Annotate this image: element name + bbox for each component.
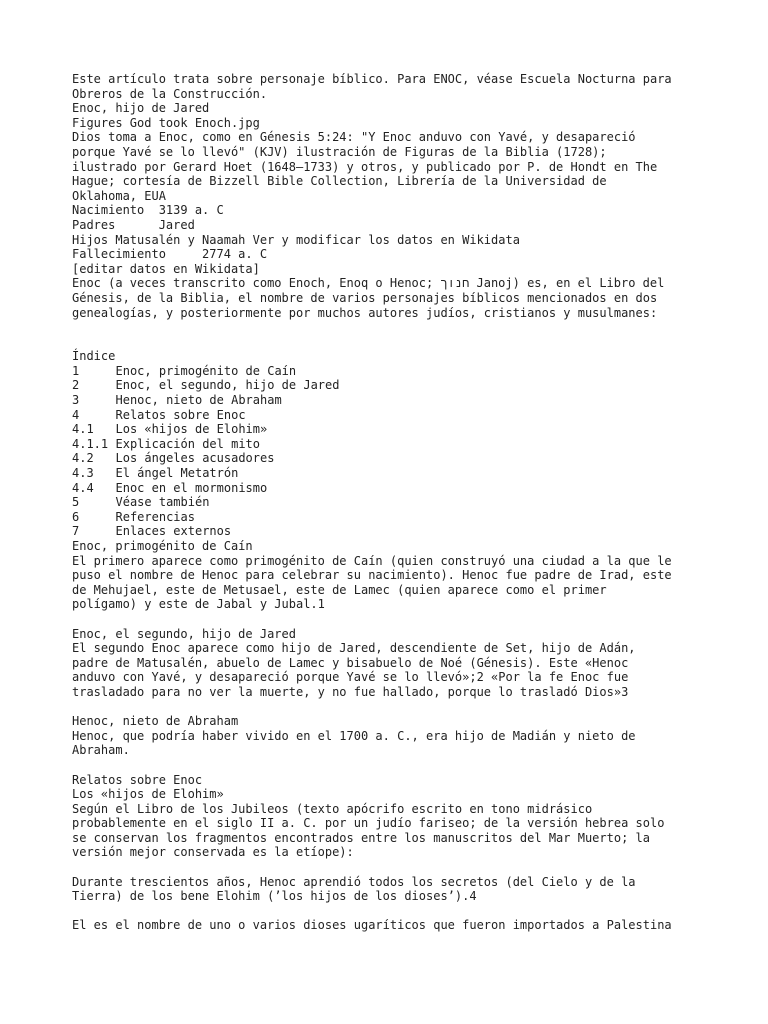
infobox-children: Hijos Matusalén y Naamah Ver y modificar los datos en Wikidata: [72, 232, 520, 247]
image-caption-line: porque Yavé se lo llevó" (KJV) ilustración de Figuras de la Biblia (1728);: [72, 144, 607, 159]
intro-block: [72, 72, 712, 320]
table-of-contents: [72, 349, 712, 539]
infobox-death: Fallecimiento 2774 a. C: [72, 247, 268, 262]
toc-item-label: Enoc en el mormonismo: [115, 480, 268, 495]
image-caption-line: Dios toma a Enoc, como en Génesis 5:24: "Y Enoc anduvo con Yavé, y desapareció: [72, 130, 636, 145]
toc-item: [72, 422, 712, 437]
paragraph-line: anduvo con Yavé, y desapareció porque Yavé se lo llevó»;2 «Por la fe Enoc fue: [72, 670, 629, 685]
disambiguation-note: Este artículo trata sobre personaje bíblico. Para ENOC, véase Escuela Nocturna para: [72, 72, 672, 86]
paragraph-line: polígamo) y este de Jabal y Jubal.1: [72, 597, 325, 612]
image-caption-line: Oklahoma, EUA: [72, 188, 166, 203]
toc-item-number: 4.2: [72, 451, 94, 466]
toc-item-number: 4.4: [72, 480, 94, 495]
toc-item: [72, 364, 712, 379]
paragraph-line: puso el nombre de Henoc para celebrar su nacimiento). Henoc fue padre de Irad, este: [72, 568, 672, 583]
paragraph-line: Henoc, que podría haber vivido en el 1700 a. C., era hijo de Madián y nieto de: [72, 728, 636, 743]
lead-paragraph-line: genealogías, y posteriormente por muchos autores judíos, cristianos y musulmanes:: [72, 305, 658, 320]
toc-item: [72, 524, 712, 539]
paragraph-line: versión mejor conservada es la etíope):: [72, 845, 354, 860]
section-henoc-abraham: [72, 714, 712, 758]
section-heading: Enoc, el segundo, hijo de Jared: [72, 626, 296, 641]
lead-paragraph-line: Enoc (a veces transcrito como Enoch, Enoq o Henoc; חנוך Janoj) es, en el Libro del: [72, 276, 665, 291]
subsection-heading: Los «hijos de Elohim»: [72, 787, 224, 802]
infobox-birth: Nacimiento 3139 a. C: [72, 203, 224, 218]
paragraph-line: El segundo Enoc aparece como hijo de Jared, descendiente de Set, hijo de Adán,: [72, 641, 636, 656]
document-page: [72, 72, 712, 933]
toc-item-label: Enlaces externos: [115, 524, 232, 539]
infobox-title: Enoc, hijo de Jared: [72, 101, 210, 116]
toc-item-number: 2: [72, 378, 80, 393]
toc-item-label: Los ángeles acusadores: [115, 451, 275, 466]
toc-item: [72, 378, 712, 393]
paragraph-line: de Mehujael, este de Metusael, este de Lamec (quien aparece como el primer: [72, 582, 607, 597]
disambiguation-note-cont: Obreros de la Construcción.: [72, 86, 268, 101]
toc-item: [72, 437, 712, 452]
quote-line: Durante trescientos años, Henoc aprendió todos los secretos (del Cielo y de la: [72, 874, 636, 889]
paragraph-line: Según el Libro de los Jubileos (texto apócrifo escrito en tono midrásico: [72, 801, 593, 816]
section-heading: Enoc, primogénito de Caín: [72, 539, 253, 553]
paragraph-line: El primero aparece como primogénito de Caín (quien construyó una ciudad a la que le: [72, 553, 672, 568]
section-heading: Relatos sobre Enoc: [72, 772, 203, 787]
toc-item: [72, 451, 712, 466]
toc-item: [72, 510, 712, 525]
toc-item: [72, 495, 712, 510]
toc-item-number: 4.1: [72, 422, 94, 437]
paragraph-line: Abraham.: [72, 743, 130, 758]
infobox-image-filename: Figures God took Enoch.jpg: [72, 115, 260, 130]
toc-item: [72, 408, 712, 423]
paragraph-line: trasladado para no ver la muerte, y no fue hallado, porque lo trasladó Dios»3: [72, 684, 629, 699]
section-enoc-jared: [72, 627, 712, 700]
paragraph-line: se conservan los fragmentos encontrados entre los manuscritos del Mar Muerto; la: [72, 830, 650, 845]
toc-item-number: 6: [72, 509, 80, 524]
toc-item-number: 4.3: [72, 466, 94, 481]
image-caption-line: Hague; cortesía de Bizzell Bible Collection, Librería de la Universidad de: [72, 174, 607, 189]
section-relatos: [72, 773, 712, 861]
toc-item-number: 3: [72, 393, 80, 408]
toc-item-label: El ángel Metatrón: [115, 466, 239, 481]
toc-item-number: 7: [72, 524, 80, 539]
paragraph-line: padre de Matusalén, abuelo de Lamec y bisabuelo de Noé (Génesis). Este «Henoc: [72, 655, 629, 670]
section-enoc-cain: [72, 539, 712, 612]
toc-title: Índice: [72, 349, 116, 364]
image-caption-line: ilustrado por Gerard Hoet (1648–1733) y otros, y publicado por P. de Hondt en The: [72, 159, 658, 174]
toc-item-label: Los «hijos de Elohim»: [115, 422, 268, 437]
toc-item: [72, 466, 712, 481]
toc-item-label: Véase también: [115, 495, 210, 510]
toc-item-number: 4: [72, 407, 80, 422]
lead-paragraph-line: Génesis, de la Biblia, el nombre de varios personajes bíblicos mencionados en dos: [72, 290, 658, 305]
toc-item-number: 5: [72, 495, 80, 510]
toc-item-label: Referencias: [115, 509, 195, 524]
quote-line: Tierra) de los bene Elohim (’los hijos de los dioses’).4: [72, 889, 477, 904]
infobox-parents: Padres Jared: [72, 217, 195, 232]
paragraph-line: probablemente en el siglo II a. C. por un judío fariseo; de la versión hebrea solo: [72, 816, 665, 831]
toc-item-label: Explicación del mito: [115, 436, 260, 451]
edit-wikidata-link: [editar datos en Wikidata]: [72, 261, 260, 276]
toc-item-label: Relatos sobre Enoc: [115, 407, 246, 422]
paragraph-line: El es el nombre de uno o varios dioses ugaríticos que fueron importados a Palestina: [72, 918, 672, 933]
toc-item-number: 1: [72, 363, 80, 378]
toc-item: [72, 481, 712, 496]
toc-item-label: Enoc, primogénito de Caín: [115, 363, 297, 378]
quote-block: [72, 875, 712, 904]
section-heading: Henoc, nieto de Abraham: [72, 714, 239, 729]
toc-item: [72, 393, 712, 408]
toc-item-label: Henoc, nieto de Abraham: [115, 393, 282, 408]
final-paragraph: [72, 918, 712, 933]
toc-item-label: Enoc, el segundo, hijo de Jared: [115, 378, 340, 393]
toc-item-number: 4.1.1: [72, 436, 109, 451]
